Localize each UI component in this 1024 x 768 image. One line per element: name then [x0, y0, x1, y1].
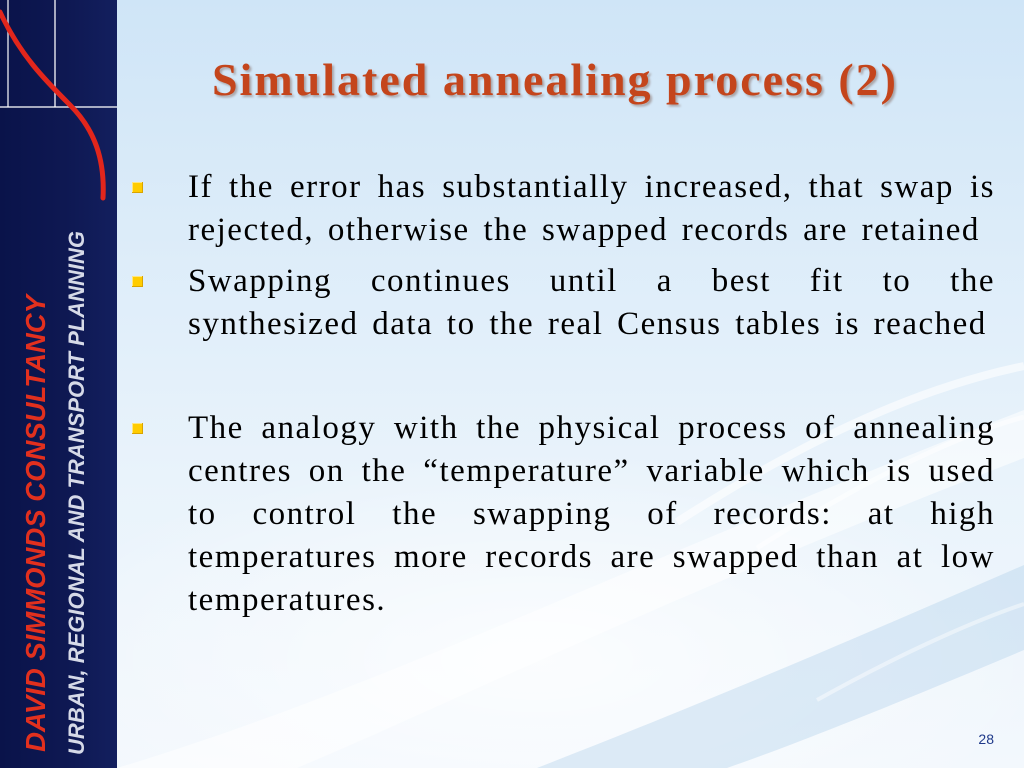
bullet-line: synthesized data to the real Census tables is reached — [188, 306, 987, 342]
company-tagline: URBAN, REGIONAL AND TRANSPORT PLANNING — [64, 231, 89, 755]
bullet-line: temperatures more records are swapped than at low — [188, 539, 995, 575]
sidebar-red-curve — [0, 12, 103, 198]
bullet-line: The analogy with the physical process of annealing — [188, 410, 995, 446]
square-bullet-icon — [132, 182, 143, 193]
bullet-line: rejected, otherwise the swapped records are retained — [188, 212, 980, 248]
bullet-item — [128, 260, 995, 346]
bullet-line: temperatures. — [188, 582, 387, 618]
slide-title: Simulated annealing process (2) — [211, 54, 899, 105]
sidebar — [0, 0, 117, 768]
square-bullet-icon — [132, 423, 143, 434]
bullet-text — [188, 260, 995, 346]
square-bullet-icon — [132, 276, 143, 287]
bullet-text — [188, 407, 995, 622]
bullet-item — [128, 407, 995, 622]
background-swoosh — [117, 0, 1024, 768]
bullet-text — [188, 166, 995, 252]
company-name: DAVID SIMMONDS CONSULTANCY — [20, 295, 51, 752]
bullet-item — [128, 166, 995, 252]
sidebar-logo-art — [0, 0, 117, 220]
bullet-line: centres on the “temperature” variable which is used — [188, 453, 995, 489]
bullet-line: Swapping continues until a best fit to the — [188, 263, 995, 299]
bullet-line: If the error has substantially increased, that swap is — [188, 169, 995, 205]
bullet-line: to control the swapping of records: at high — [188, 496, 995, 532]
page-number: 28 — [978, 731, 994, 747]
